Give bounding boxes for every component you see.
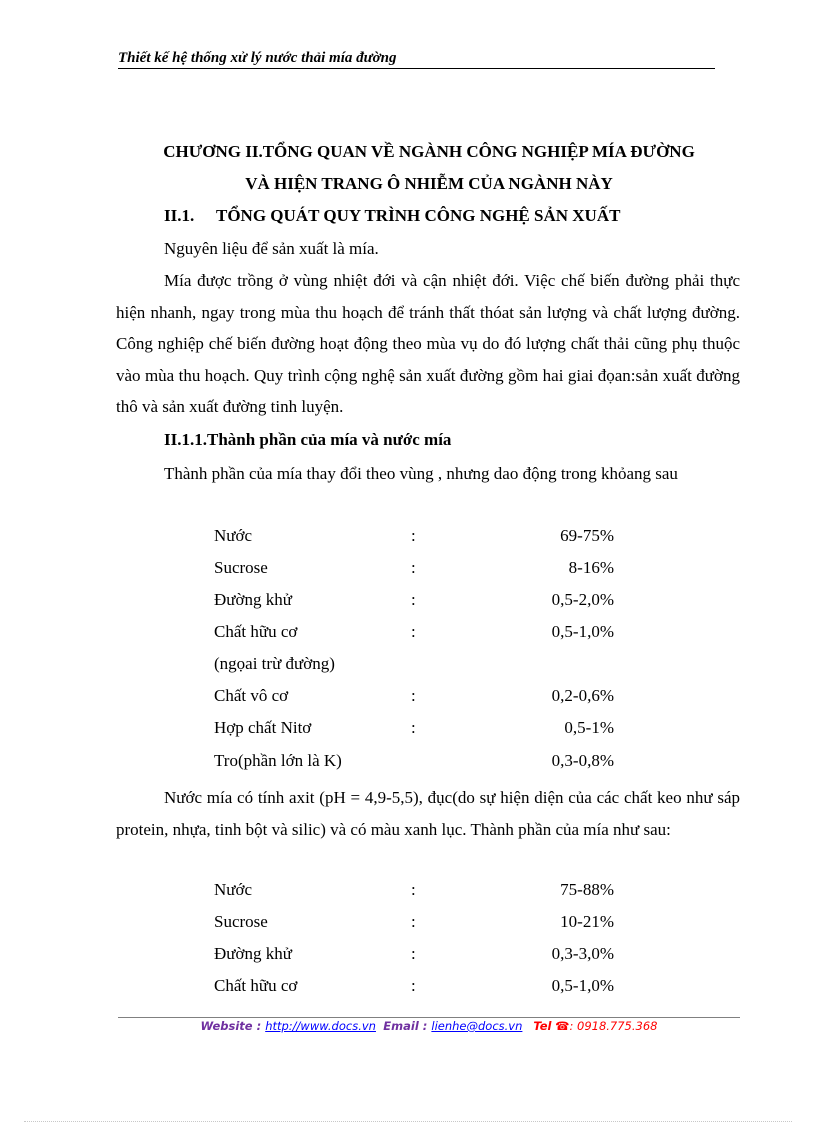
section-number: II.1. [164,206,195,225]
row-separator: : [411,976,416,995]
page-footer [118,1017,740,1033]
row-value: 0,5-1% [564,718,614,737]
row-value: 0,2-0,6% [551,686,614,705]
email-separator: : [418,1019,432,1033]
row-separator: : [411,622,416,641]
table-row [214,751,614,783]
section-heading [164,206,620,226]
row-label: Sucrose [214,558,268,577]
row-separator: : [411,558,416,577]
row-label: Chất hữu cơ [214,976,298,995]
row-label: Đường khử [214,944,292,963]
table-row [214,912,614,944]
table-row [214,558,614,590]
row-separator: : [411,526,416,545]
paragraph-cane-juice: Nước mía có tính axit (pH = 4,9-5,5), đục(do sự hiện diện của các chất keo như sáp protein, nhựa, tinh bột và silic) và có màu xanh lục. Thành phần của mía như sau: [116,788,740,839]
phone-icon: ☎ [555,1019,570,1033]
row-value: 10-21% [560,912,614,931]
row-separator: : [411,912,416,931]
table-row [214,622,614,654]
table-row [214,976,614,1008]
chapter-title-line-1: CHƯƠNG II.TỔNG QUAN VỀ NGÀNH CÔNG NGHIỆP MÍA ĐƯỜNG [163,142,695,161]
row-label: (ngọai trừ đường) [214,654,335,673]
table-row [214,880,614,912]
row-value: 69-75% [560,526,614,545]
row-label: Chất hữu cơ [214,622,298,641]
row-separator: : [411,944,416,963]
row-separator: : [411,590,416,609]
page-header: Thiết kế hệ thống xử lý nước thải mía đường [118,50,715,69]
row-value: 8-16% [568,558,614,577]
row-separator: : [411,686,416,705]
tel-number: : 0918.775.368 [569,1019,658,1033]
website-link[interactable]: http://www.docs.vn [265,1019,376,1033]
subsection-heading: II.1.1.Thành phần của mía và nước mía [164,430,452,449]
row-separator: : [411,880,416,899]
row-label: Nước [214,880,253,899]
row-value: 0,5-1,0% [551,622,614,641]
row-separator: : [411,718,416,737]
chapter-title-line-2: VÀ HIỆN TRANG Ô NHIỄM CỦA NGÀNH NÀY [245,174,613,193]
table-row [214,718,614,750]
paragraph-composition-intro: Thành phần của mía thay đổi theo vùng , nhưng dao động trong khỏang sau [164,464,678,483]
row-label: Đường khử [214,590,292,609]
table-row [214,590,614,622]
row-value: 0,5-1,0% [551,976,614,995]
row-value: 0,3-0,8% [551,751,614,770]
email-link[interactable]: lienhe@docs.vn [431,1019,523,1033]
row-label: Chất vô cơ [214,686,289,705]
table-row [214,526,614,558]
paragraph-raw-material: Nguyên liệu để sản xuất là mía. [164,239,379,258]
paragraph-sugarcane-process: Mía được trồng ở vùng nhiệt đới và cận nhiệt đới. Việc chế biến đường phải thực hiện nhanh, ngay trong mùa thu hoạch để tránh thất thóat sản lượng và chất lượng đường. Công nghiệp chế biến đường hoạt động theo mùa vụ do đó lượng chất thải cũng phụ thuộc vào mùa thu hoạch. Quy trình cộng nghệ sản xuất đường gồm hai giai đọan:sản xuất đường thô và sản xuất đường tinh luyện. [116,271,740,416]
tel-label: Tel [533,1019,552,1033]
row-label: Tro(phần lớn là K) [214,751,342,770]
table-row [214,686,614,718]
row-value: 0,3-3,0% [551,944,614,963]
section-title: TỔNG QUÁT QUY TRÌNH CÔNG NGHỆ SẢN XUẤT [216,206,621,225]
page-bottom-divider [24,1121,792,1122]
website-separator: : [252,1019,266,1033]
row-value: 0,5-2,0% [551,590,614,609]
table-row [214,654,614,686]
row-label: Nước [214,526,253,545]
email-label: Email [383,1019,419,1033]
website-label: Website [200,1019,253,1033]
row-label: Hợp chất Nitơ [214,718,312,737]
table-row [214,944,614,976]
row-value: 75-88% [560,880,614,899]
row-label: Sucrose [214,912,268,931]
